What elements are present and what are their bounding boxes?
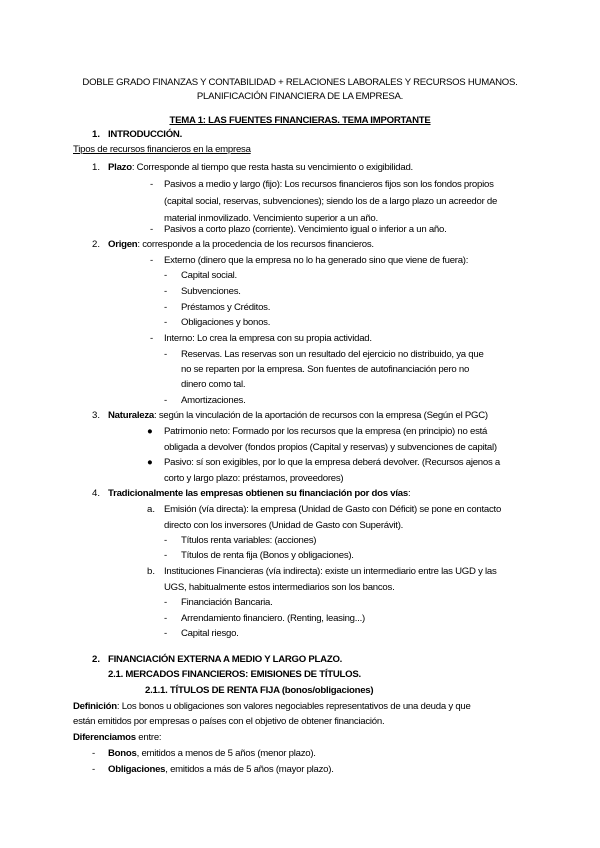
dash-bullet: - (164, 628, 168, 639)
list-item: Préstamos y Créditos. (181, 302, 271, 313)
list-item: Patrimonio neto: Formado por los recursos que la empresa (en principio) no está (164, 426, 488, 437)
list-item: Reservas. Las reservas son un resultado del ejercicio no distribuido, ya que (181, 349, 484, 360)
term: Diferenciamos (73, 732, 136, 743)
header-line-1: DOBLE GRADO FINANZAS Y CONTABILIDAD + RELACIONES LABORALES Y RECURSOS HUMANOS. (82, 77, 518, 88)
list-number: 2. (92, 239, 101, 250)
list-item-cont: corto y largo plazo: préstamos, proveedores) (164, 473, 344, 484)
section-heading: INTRODUCCIÓN. (108, 129, 183, 140)
term-text: entre: (135, 732, 162, 743)
list-item-cont: obligada a devolver (fondos propios (Capital y reservas) y subvenciones de capital) (164, 442, 497, 453)
list-item: Interno: Lo crea la empresa con su propia actividad. (164, 333, 372, 344)
tema-title-text: TEMA 1: LAS FUENTES FINANCIERAS. TEMA IMPORTANTE (169, 115, 431, 126)
list-item: Pasivos a corto plazo (corriente). Vencimiento igual o inferior a un año. (164, 224, 447, 235)
dash-bullet: - (164, 317, 168, 328)
letter-marker: a. (147, 504, 156, 515)
term: Tradicionalmente las empresas obtienen su financiación por dos vías (108, 488, 408, 499)
term: Plazo (108, 162, 132, 173)
list-item: Capital social. (181, 270, 237, 281)
list-item-cont: dinero como tal. (181, 379, 246, 390)
dash-bullet: - (92, 764, 96, 775)
list-item (108, 747, 316, 761)
heading-suffix: (bonos/obligaciones) (279, 685, 374, 696)
list-item: Títulos renta variables: (acciones) (181, 535, 317, 546)
list-number: 3. (92, 410, 101, 421)
list-item-cont: (capital social, reservas, subvenciones); siendo los de a largo plazo un acreedor de (164, 196, 498, 207)
list-item: Financiación Bancaria. (181, 597, 273, 608)
subsubsection-heading (145, 684, 373, 698)
list-item: Capital riesgo. (181, 628, 239, 639)
list-item: Arrendamiento financiero. (Renting, leasing...) (181, 613, 365, 624)
dash-bullet: - (164, 550, 168, 561)
list-item-plazo (108, 161, 413, 175)
dash-bullet: - (164, 349, 168, 360)
heading-text: 2.1.1. TÍTULOS DE RENTA FIJA (145, 685, 280, 696)
subtitle: Tipos de recursos financieros en la empresa (73, 144, 251, 155)
section-number: 1. (92, 129, 101, 140)
section-heading: FINANCIACIÓN EXTERNA A MEDIO Y LARGO PLAZO. (108, 654, 343, 665)
header-line-2: PLANIFICACIÓN FINANCIERA DE LA EMPRESA. (196, 91, 404, 102)
term-text: : corresponde a la procedencia de los recursos financieros. (137, 239, 374, 250)
term-text: : Corresponde al tiempo que resta hasta su vencimiento o exigibilidad. (131, 162, 413, 173)
list-item: Amortizaciones. (181, 395, 246, 406)
dash-bullet: - (164, 613, 168, 624)
list-item: Externo (dinero que la empresa no lo ha generado sino que viene de fuera): (164, 255, 469, 266)
dash-bullet: - (92, 748, 96, 759)
list-item-cont: material inmovilizado. Vencimiento superior a un año. (164, 213, 378, 224)
tema-title (0, 114, 600, 128)
dash-bullet: - (150, 255, 154, 266)
dash-bullet: - (164, 302, 168, 313)
list-item: Subvenciones. (181, 286, 241, 297)
round-bullet: ● (147, 457, 153, 468)
dash-bullet: - (164, 286, 168, 297)
diferenciamos (73, 731, 161, 745)
term: Naturaleza (108, 410, 155, 421)
dash-bullet: - (150, 224, 154, 235)
term: Definición (73, 701, 117, 712)
list-item-origen (108, 238, 374, 252)
term-text: : según la vinculación de la aportación de recursos con la empresa (Según el PGC) (154, 410, 488, 421)
dash-bullet: - (164, 535, 168, 546)
list-item-cont: no se reparten por la empresa. Son fuentes de autofinanciación pero no (181, 364, 470, 375)
list-item: Títulos de renta fija (Bonos y obligaciones). (181, 550, 354, 561)
list-number: 1. (92, 162, 101, 173)
subsection-heading: 2.1. MERCADOS FINANCIEROS: EMISIONES DE TÍTULOS. (108, 669, 361, 680)
term-text: : Los bonos u obligaciones son valores negociables representativos de una deuda y que (116, 701, 471, 712)
list-item: Emisión (vía directa): la empresa (Unidad de Gasto con Déficit) se pone en contacto (164, 504, 502, 515)
letter-marker: b. (147, 566, 156, 577)
dash-bullet: - (150, 333, 154, 344)
dash-bullet: - (164, 395, 168, 406)
dash-bullet: - (164, 597, 168, 608)
list-item: Instituciones Financieras (vía indirecta): existe un intermediario entre las UGD y las (164, 566, 497, 577)
list-item-vias (108, 487, 410, 501)
term-text: , emitidos a menos de 5 años (menor plazo). (136, 748, 316, 759)
list-item: Pasivos a medio y largo (fijo): Los recursos financieros fijos son los fondos propios (164, 179, 494, 190)
list-item-cont: UGS, habitualmente estos intermediarios son los bancos. (164, 582, 395, 593)
list-item-cont: directo con los inversores (Unidad de Gasto con Superávit). (164, 520, 404, 531)
term: Obligaciones (108, 764, 166, 775)
list-item-naturaleza (108, 409, 488, 423)
definition (73, 700, 471, 714)
term-text: : (407, 488, 411, 499)
list-item (108, 763, 334, 777)
section-number: 2. (92, 654, 101, 665)
dash-bullet: - (150, 179, 154, 190)
list-item: Obligaciones y bonos. (181, 317, 271, 328)
list-number: 4. (92, 488, 101, 499)
definition-cont: están emitidos por empresas o países con el objetivo de obtener financiación. (73, 716, 385, 727)
dash-bullet: - (164, 270, 168, 281)
term: Bonos (108, 748, 137, 759)
term-text: , emitidos a más de 5 años (mayor plazo). (165, 764, 334, 775)
round-bullet: ● (147, 426, 153, 437)
term: Origen (108, 239, 138, 250)
list-item: Pasivo: sí son exigibles, por lo que la empresa deberá devolver. (Recursos ajenos a (164, 457, 501, 468)
